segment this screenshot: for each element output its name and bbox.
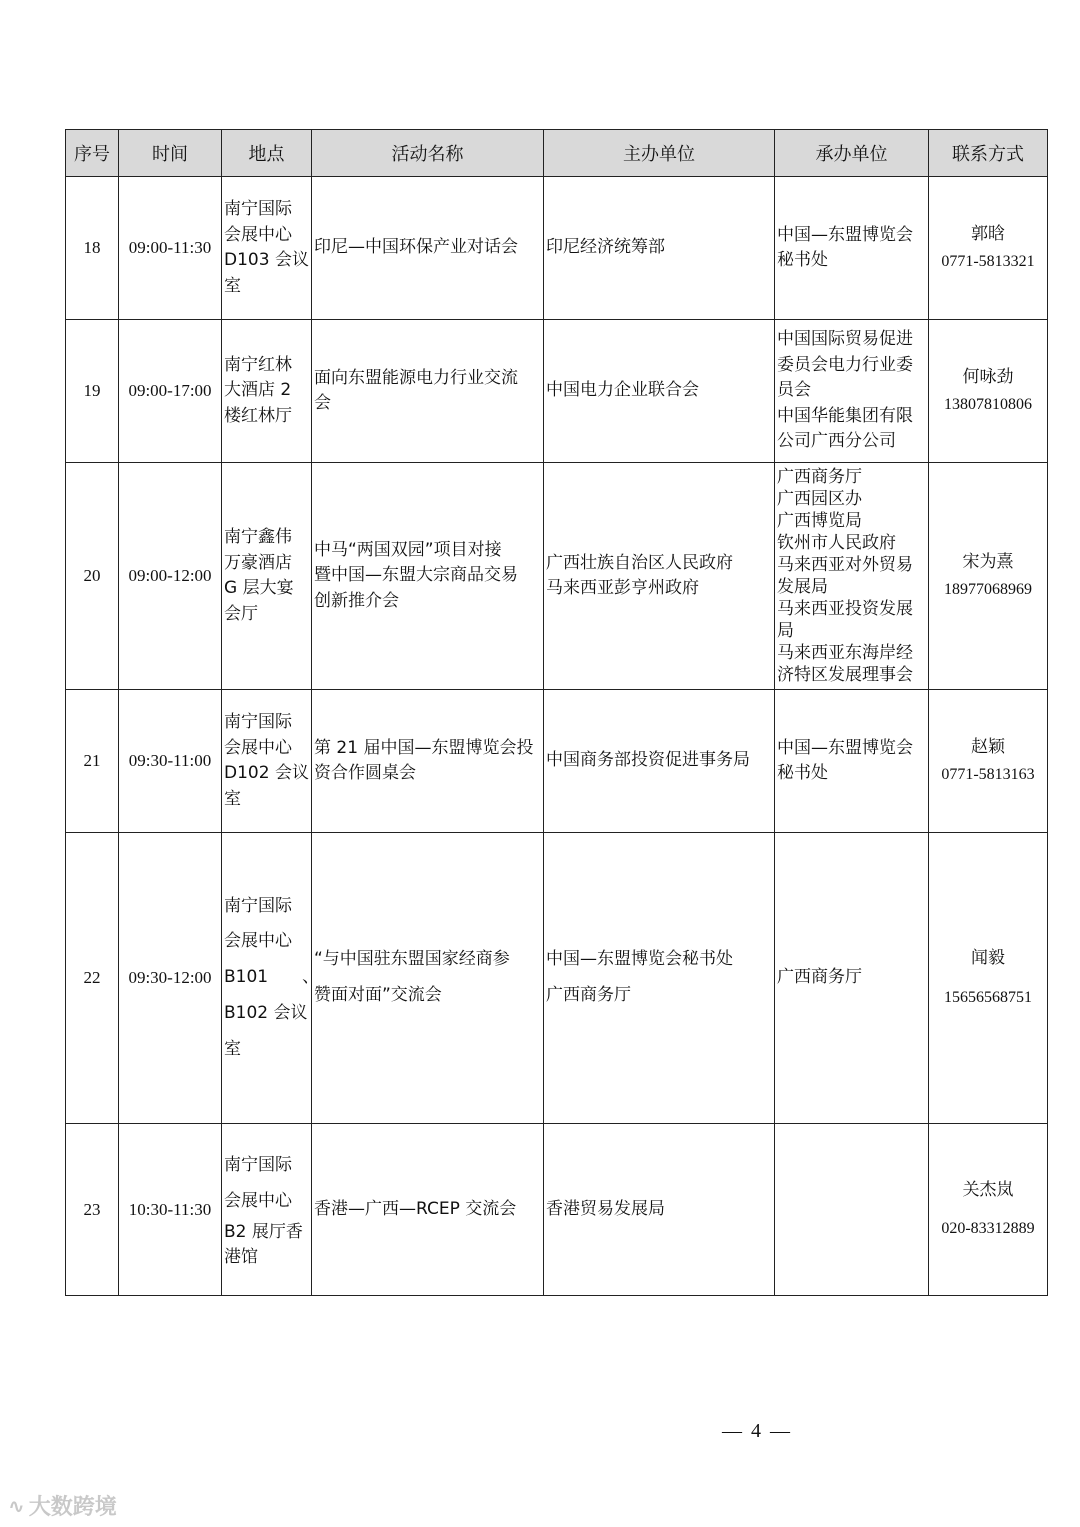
row-organizer: 广西商务厅	[775, 833, 929, 1124]
row-organizer: 中国—东盟博览会 秘书处	[775, 177, 929, 320]
row-contact	[929, 690, 1048, 833]
row-host: 中国—东盟博览会秘书处 广西商务厅	[544, 833, 775, 1124]
row-contact	[929, 463, 1048, 690]
row-time: 10:30-11:30	[119, 1124, 222, 1296]
watermark	[8, 1490, 117, 1521]
row-event-name: 面向东盟能源电力行业交流 会	[312, 320, 544, 463]
contact-person: 宋为熹	[962, 552, 1014, 573]
row-number: 18	[66, 177, 119, 320]
row-organizer: 广西商务厅 广西园区办 广西博览局 钦州市人民政府 马来西亚对外贸易 发展局 马来西亚投资发展 局 马来西亚东海岸经 济特区发展理事会	[775, 463, 929, 690]
table-row	[66, 690, 1048, 833]
row-number: 22	[66, 833, 119, 1124]
row-host: 广西壮族自治区人民政府 马来西亚彭亨州政府	[544, 463, 775, 690]
row-event-name: 印尼—中国环保产业对话会	[312, 177, 544, 320]
row-host: 中国电力企业联合会	[544, 320, 775, 463]
table-row	[66, 320, 1048, 463]
row-number: 21	[66, 690, 119, 833]
row-host: 印尼经济统筹部	[544, 177, 775, 320]
contact-person: 关杰岚	[962, 1179, 1014, 1200]
contact-person: 郭晗	[971, 224, 1005, 245]
contact-phone: 13807810806	[944, 395, 1032, 413]
event-schedule-table	[65, 129, 1048, 1296]
contact-person: 赵颖	[971, 737, 1005, 758]
table-row	[66, 1124, 1048, 1296]
table-header-row	[66, 130, 1048, 177]
row-time: 09:30-12:00	[119, 833, 222, 1124]
header-event-name: 活动名称	[312, 130, 544, 177]
contact-phone: 0771-5813163	[941, 765, 1035, 783]
row-time: 09:30-11:00	[119, 690, 222, 833]
row-contact	[929, 320, 1048, 463]
row-venue: 南宁鑫伟 万豪酒店 G 层大宴 会厅	[222, 463, 312, 690]
contact-person: 何咏劲	[962, 367, 1014, 388]
table-row	[66, 177, 1048, 320]
page-number: — 4 —	[722, 1420, 792, 1442]
header-contact: 联系方式	[929, 130, 1048, 177]
row-host: 中国商务部投资促进事务局	[544, 690, 775, 833]
row-time: 09:00-12:00	[119, 463, 222, 690]
table-row	[66, 463, 1048, 690]
header-host: 主办单位	[544, 130, 775, 177]
watermark-text: 大数跨境	[28, 1495, 117, 1520]
row-organizer	[775, 1124, 929, 1296]
header-organizer: 承办单位	[775, 130, 929, 177]
row-organizer: 中国—东盟博览会 秘书处	[775, 690, 929, 833]
wave-logo-icon: ∿	[8, 1493, 25, 1518]
row-venue: 南宁国际 会展中心 B101 、 B102 会议 室	[222, 833, 312, 1124]
contact-person: 闻毅	[971, 948, 1005, 969]
contact-phone: 020-83312889	[941, 1220, 1035, 1238]
contact-phone: 0771-5813321	[941, 252, 1035, 270]
row-number: 19	[66, 320, 119, 463]
row-time: 09:00-17:00	[119, 320, 222, 463]
contact-phone: 15656568751	[944, 988, 1032, 1006]
row-number: 20	[66, 463, 119, 690]
row-venue: 南宁红林 大酒店 2 楼红林厅	[222, 320, 312, 463]
row-event-name: 中马“两国双园”项目对接 暨中国—东盟大宗商品交易 创新推介会	[312, 463, 544, 690]
table-row	[66, 833, 1048, 1124]
row-time: 09:00-11:30	[119, 177, 222, 320]
row-event-name: “与中国驻东盟国家经商参 赞面对面”交流会	[312, 833, 544, 1124]
row-host: 香港贸易发展局	[544, 1124, 775, 1296]
row-venue: 南宁国际 会展中心 D102 会议 室	[222, 690, 312, 833]
header-time: 时间	[119, 130, 222, 177]
header-venue: 地点	[222, 130, 312, 177]
row-contact	[929, 177, 1048, 320]
row-contact	[929, 833, 1048, 1124]
row-contact	[929, 1124, 1048, 1296]
header-number: 序号	[66, 130, 119, 177]
contact-phone: 18977068969	[944, 580, 1032, 598]
row-venue: 南宁国际 会展中心 D103 会议 室	[222, 177, 312, 320]
row-event-name: 香港—广西—RCEP 交流会	[312, 1124, 544, 1296]
row-number: 23	[66, 1124, 119, 1296]
row-venue: 南宁国际 会展中心 B2 展厅香 港馆	[222, 1124, 312, 1296]
row-organizer: 中国国际贸易促进 委员会电力行业委 员会 中国华能集团有限 公司广西分公司	[775, 320, 929, 463]
row-event-name: 第 21 届中国—东盟博览会投 资合作圆桌会	[312, 690, 544, 833]
